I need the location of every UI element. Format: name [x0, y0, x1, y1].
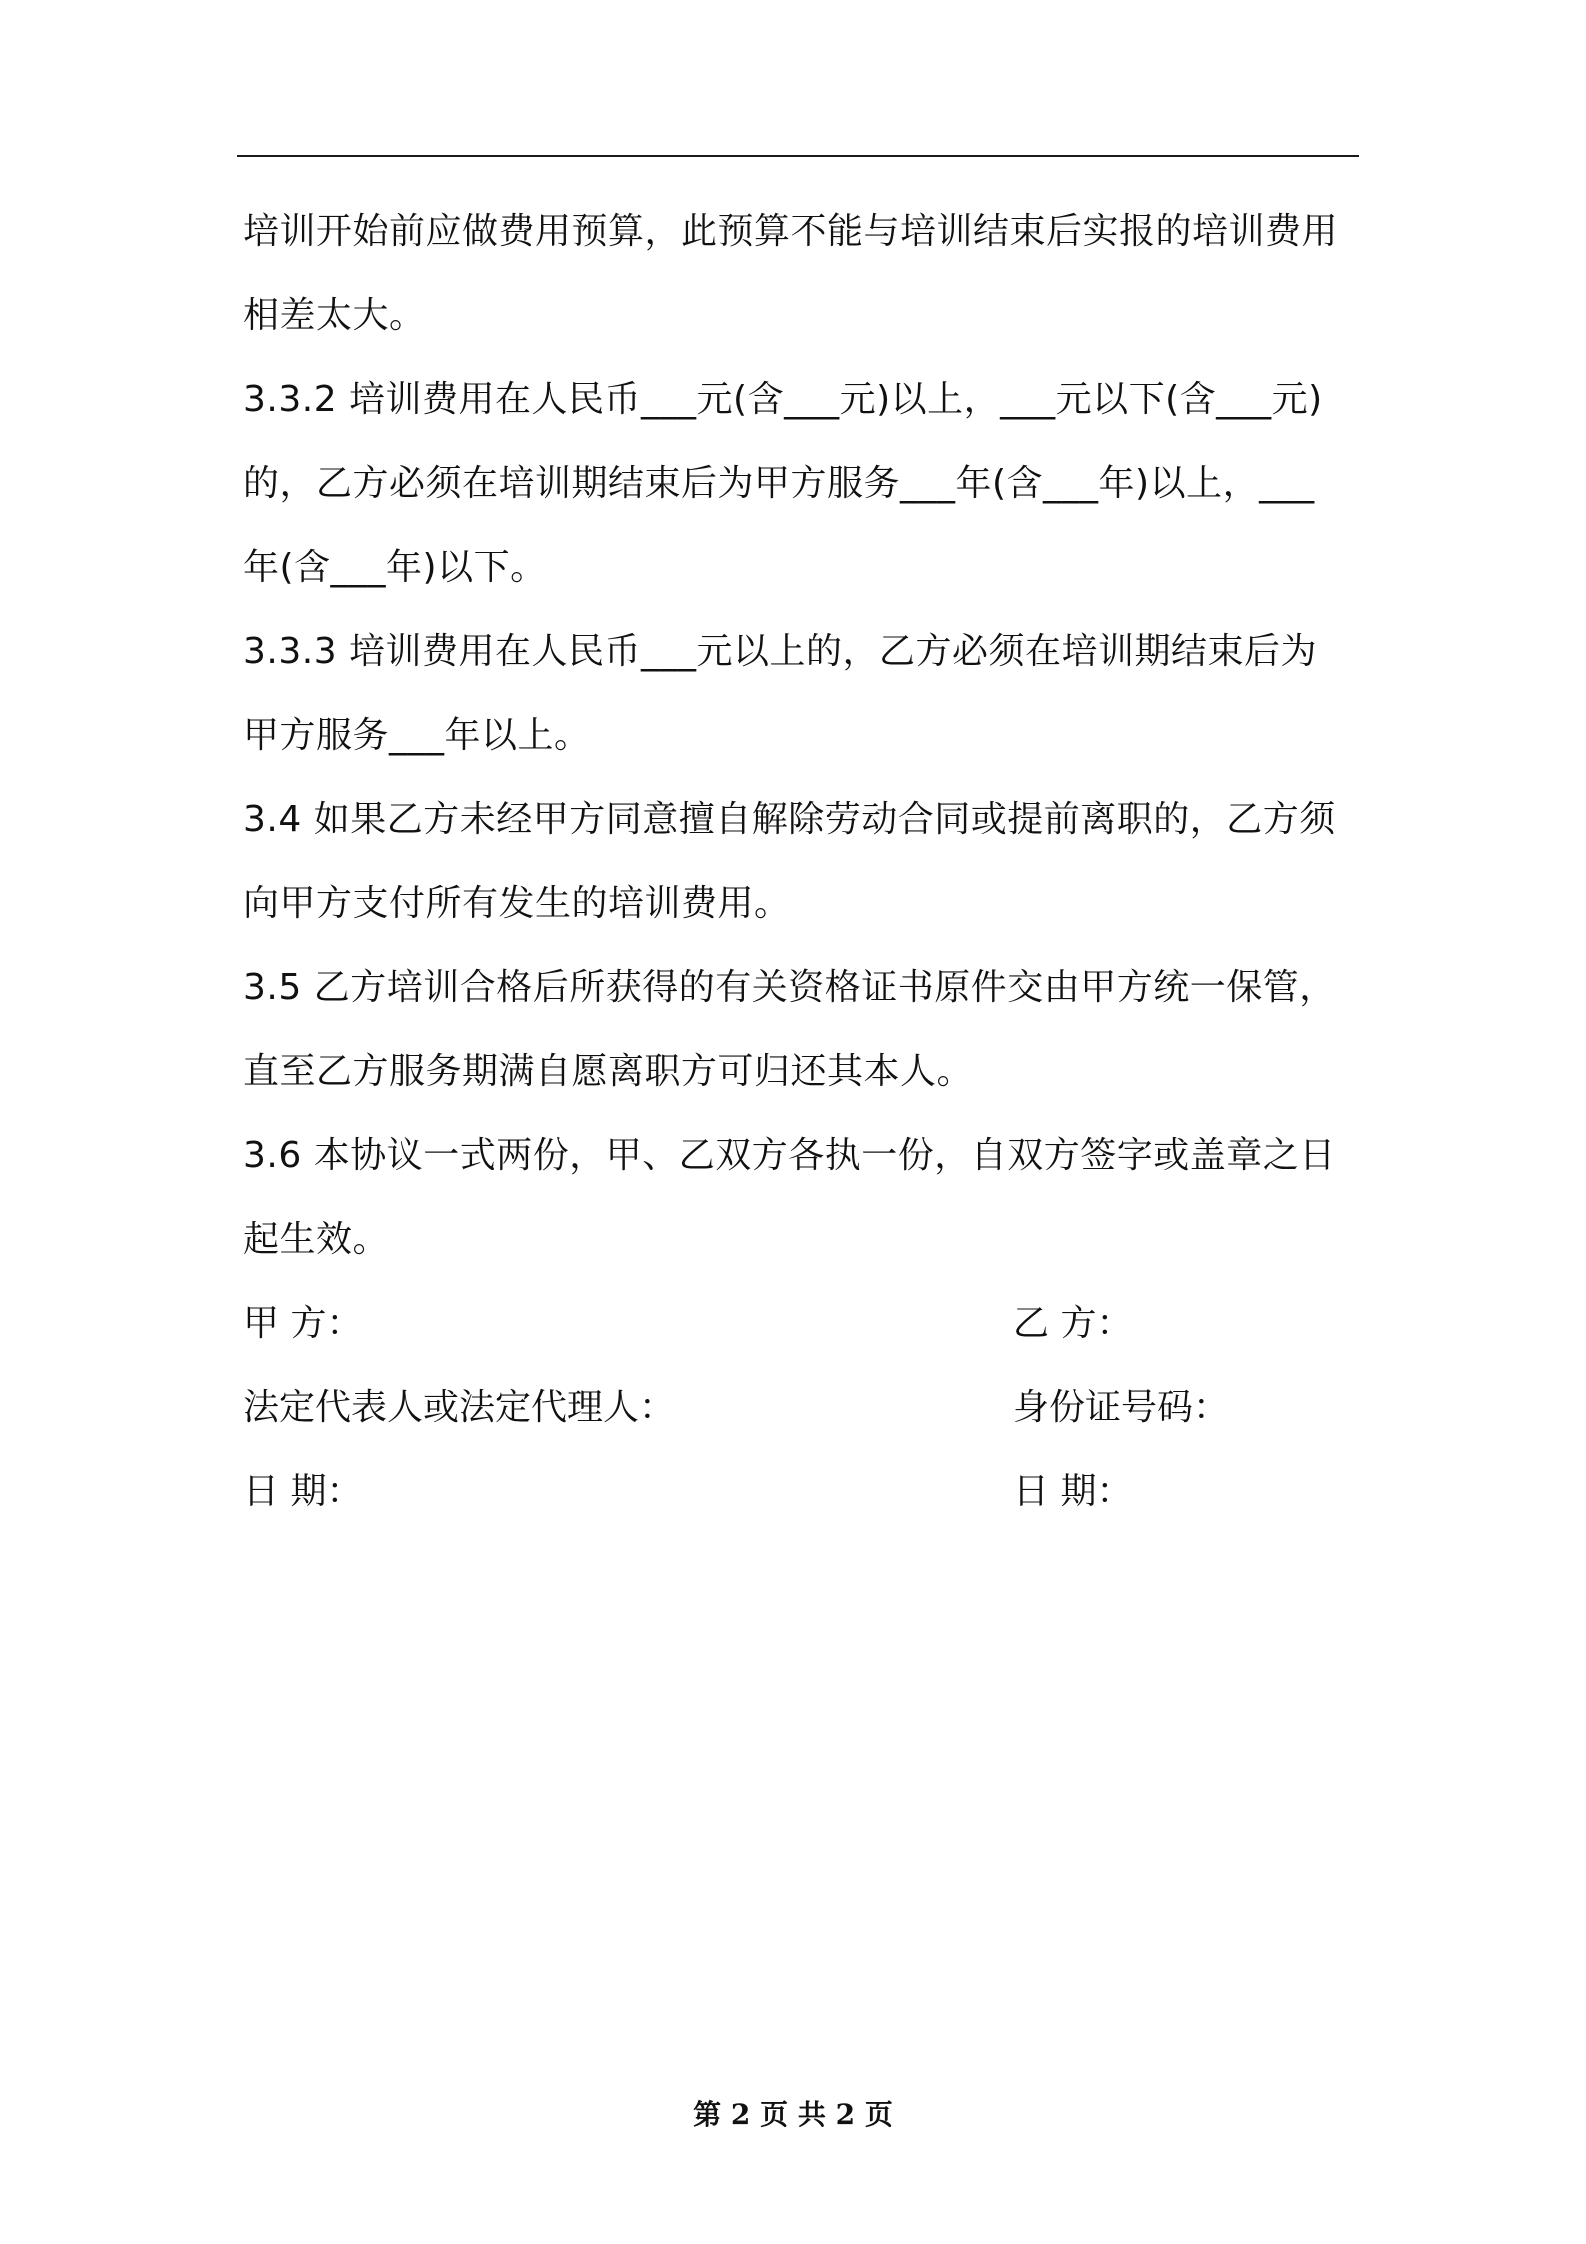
paragraph-line: 相差太大。: [243, 295, 426, 336]
paragraph-line: 3.5 乙方培训合格后所获得的有关资格证书原件交由甲方统一保管，: [243, 967, 1336, 1008]
signature-row-dates: [243, 1450, 1363, 1534]
paragraph-line: 甲方服务___年以上。: [243, 715, 591, 756]
paragraph-line: 3.3.3 培训费用在人民币___元以上的，乙方必须在培训期结束后为: [243, 631, 1318, 672]
date-a-label: 日 期：: [243, 1471, 363, 1512]
date-b-label: 日 期：: [1013, 1471, 1133, 1512]
clause-3-4: [243, 778, 1363, 946]
clause-3-5: [243, 946, 1363, 1114]
party-a-label: 甲 方：: [243, 1303, 363, 1344]
signature-row-representatives: [243, 1366, 1363, 1450]
paragraph-line: 3.6 本协议一式两份，甲、乙双方各执一份，自双方签字或盖章之日: [243, 1135, 1336, 1176]
clause-3-3-3: [243, 610, 1363, 778]
clause-3-6: [243, 1114, 1363, 1282]
header-rule: [237, 155, 1359, 157]
paragraph-line: 3.3.2 培训费用在人民币___元(含___元)以上，___元以下(含___元): [243, 379, 1323, 420]
paragraph-line: 起生效。: [243, 1219, 390, 1260]
signature-row-parties: [243, 1282, 1363, 1366]
paragraph-line: 培训开始前应做费用预算，此预算不能与培训结束后实报的培训费用: [243, 211, 1339, 252]
paragraph-line: 向甲方支付所有发生的培训费用。: [243, 883, 791, 924]
document-body: [243, 190, 1363, 1534]
paragraph-line: 直至乙方服务期满自愿离职方可归还其本人。: [243, 1051, 974, 1092]
id-number-label: 身份证号码：: [1013, 1387, 1230, 1428]
paragraph-line: 3.4 如果乙方未经甲方同意擅自解除劳动合同或提前离职的，乙方须: [243, 799, 1336, 840]
page-number: 第 2 页 共 2 页: [693, 2098, 893, 2131]
party-b-label: 乙 方：: [1013, 1303, 1133, 1344]
legal-representative-label: 法定代表人或法定代理人：: [243, 1387, 676, 1428]
paragraph-line: 的，乙方必须在培训期结束后为甲方服务___年(含___年)以上，___: [243, 463, 1315, 504]
paragraph-budget: [243, 190, 1363, 358]
paragraph-line: 年(含___年)以下。: [243, 547, 547, 588]
clause-3-3-2: [243, 358, 1363, 610]
